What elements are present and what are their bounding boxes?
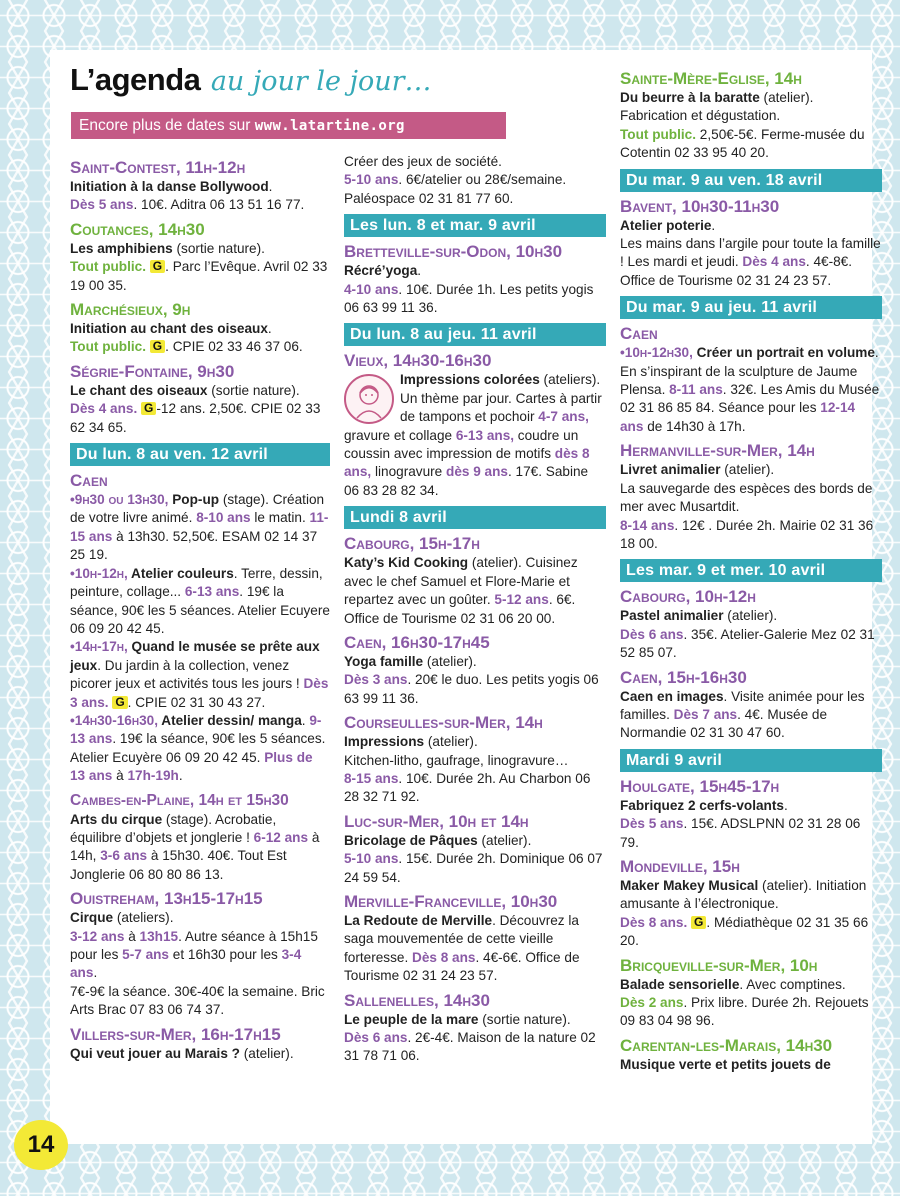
- event-place: Bavent, 10h30-11h30: [620, 196, 780, 216]
- text-span: dès 8 ans,: [344, 446, 590, 480]
- event-text: [620, 976, 882, 1031]
- text-span: Katy’s Kid Cooking: [344, 555, 469, 571]
- text-span: 3-6 ans: [100, 848, 148, 864]
- text-span: 3-12 ans: [70, 928, 125, 944]
- g-badge: G: [150, 260, 165, 273]
- text-span: Dès 4 ans: [742, 254, 806, 270]
- text-span: 5-10 ans: [344, 172, 399, 188]
- page-number: 14: [14, 1120, 68, 1170]
- text-span: . 6€/atelier ou 28€/semaine. Paléospace 02 31 81 77 60.: [344, 172, 567, 206]
- text-span: 8-10 ans: [196, 510, 251, 526]
- event-text: [344, 554, 606, 628]
- date-band: Les lun. 8 et mar. 9 avril: [344, 214, 606, 237]
- event-text: [344, 153, 606, 208]
- promo-url[interactable]: www.latartine.org: [254, 118, 405, 134]
- text-span: 11-15 ans: [70, 510, 329, 544]
- text-span: . Parc l’Evêque. Avril 02 33 19 00 35.: [70, 259, 328, 293]
- text-span: Fabriquez 2 cerfs-volants: [620, 797, 784, 813]
- text-span: . 2€-4€. Maison de la nature 02 31 78 71 06.: [344, 1030, 596, 1064]
- text-span: . 10€. Durée 1h. Les petits yogis 06 63 99 11 36.: [344, 281, 594, 316]
- text-span: Dès 5 ans: [620, 816, 684, 832]
- text-span: 6-12 ans: [253, 829, 309, 845]
- event-place: Caen: [70, 471, 108, 491]
- text-span: . En s’inspirant de la sculpture de Jaume Plensa.: [620, 345, 879, 398]
- text-span: Créer des jeux de société.: [344, 154, 502, 169]
- event-text: [620, 461, 882, 553]
- text-span: .: [417, 263, 422, 279]
- text-span: Du beurre à la baratte: [620, 90, 760, 105]
- text-span: . Prix libre. Durée 2h. Rejouets 09 83 04 98 96.: [620, 995, 869, 1029]
- text-span: Tout public.: [620, 126, 697, 142]
- text-span: 7€-9€ la séance. 30€-40€ la semaine. Bric Arts Brac 07 83 06 74 37.: [70, 983, 325, 1018]
- text-span: . 19€ la séance, 90€ les 5 séances. Atelier Ecuyere 06 09 20 42 45.: [70, 584, 330, 636]
- text-span: . 4€. Musée de Normandie 02 31 30 47 60.: [620, 706, 828, 741]
- event-place: Caen: [620, 324, 658, 344]
- text-span: 13h15: [139, 928, 179, 944]
- text-span: .: [711, 217, 716, 233]
- event-place: Cambes-en-Plaine, 14h et 15h30: [70, 791, 289, 809]
- event-text: [344, 1011, 606, 1066]
- text-span: Les amphibiens: [70, 240, 173, 256]
- text-span: •14h-17h,: [70, 639, 128, 655]
- event-place: Caen, 16h30-17h45: [344, 632, 490, 652]
- text-span: . 4€-6€. Office de Tourisme 02 31 24 23 57.: [344, 949, 580, 984]
- text-span: . Médiathèque 02 31 35 66 20.: [620, 914, 869, 949]
- event-text: [620, 797, 882, 852]
- event-place: Marchésieux, 9h: [70, 300, 191, 320]
- text-span: . 32€. Les Amis du Musée 02 31 86 85 84. Séance pour les: [620, 382, 880, 416]
- event-text: [620, 607, 882, 662]
- event-text: [344, 832, 606, 887]
- event-text: [344, 912, 606, 986]
- text-span: . 6€. Office de Tourisme 02 31 06 20 00.: [344, 592, 576, 626]
- text-span: Dès 5 ans: [70, 197, 134, 213]
- g-badge: G: [141, 402, 156, 415]
- date-band: Du mar. 9 au ven. 18 avril: [620, 169, 882, 192]
- event-place: Bretteville-sur-Odon, 10h30: [344, 242, 563, 262]
- text-span: Dès 6 ans: [620, 626, 684, 642]
- event-place: Vieux, 14h30-16h30: [344, 351, 492, 371]
- text-span: 8-11 ans: [669, 382, 723, 398]
- event-text: [70, 565, 330, 639]
- event-text: [344, 262, 606, 317]
- text-span: . 10€. Aditra 06 13 51 16 77.: [133, 197, 305, 213]
- text-span: de 14h30 à 17h.: [643, 418, 746, 434]
- promo-text: Encore plus de dates sur: [79, 117, 251, 134]
- text-span: . 20€ le duo. Les petits yogis 06 63 99 11 36.: [344, 672, 599, 706]
- event-text: [70, 1045, 330, 1063]
- text-span: 4-7 ans,: [538, 409, 589, 425]
- text-span: gravure et collage: [344, 427, 456, 443]
- text-span: Dès 8 ans.: [620, 914, 688, 930]
- text-span: coudre un coussin avec impression de motifs: [344, 427, 579, 462]
- text-span: Pop-up: [168, 492, 220, 508]
- text-span: . CPIE 02 33 46 37 06.: [165, 339, 303, 355]
- event-text: [620, 217, 882, 291]
- text-span: (sortie nature).: [207, 382, 300, 398]
- text-span: Dès 4 ans.: [70, 401, 138, 417]
- text-span: (atelier).: [720, 462, 775, 478]
- text-span: 4-10 ans: [344, 281, 399, 297]
- text-span: Atelier poterie: [620, 217, 712, 233]
- text-span: (atelier). Initiation amusante à l’électronique.: [620, 877, 867, 912]
- text-span: 12-14 ans: [620, 400, 856, 434]
- text-span: à 13h30. 52,50€. ESAM 02 14 37 25 19.: [70, 528, 318, 563]
- text-span: Musique verte et petits jouets de: [620, 1056, 831, 1072]
- text-span: linogravure: [371, 464, 447, 480]
- text-span: 2,50€-5€. Ferme-musée du Cotentin 02 33 95 40 20.: [620, 126, 865, 161]
- text-span: .: [783, 797, 788, 813]
- text-span: et 16h30 pour les: [169, 947, 282, 962]
- text-span: dès 9 ans: [446, 464, 508, 480]
- text-span: Dès 7 ans: [673, 706, 738, 722]
- event-text: [70, 909, 330, 1019]
- event-place: Courseulles-sur-Mer, 14h: [344, 713, 543, 733]
- text-span: .: [268, 179, 273, 194]
- text-span: (ateliers).: [113, 910, 174, 926]
- event-place: Hermanville-sur-Mer, 14h: [620, 441, 815, 461]
- event-place: Villers-sur-Mer, 16h-17h15: [70, 1024, 281, 1044]
- event-place: Houlgate, 15h45-17h: [620, 776, 780, 796]
- text-span: Dès 3 ans: [344, 672, 408, 688]
- text-span: Caen en images: [620, 688, 724, 704]
- event-text: [344, 653, 606, 708]
- event-text: [344, 733, 606, 807]
- text-span: Initiation au chant des oiseaux: [70, 321, 268, 337]
- text-span: . 10€. Durée 2h. Au Charbon 06 28 32 71 92.: [344, 770, 591, 805]
- event-place: Coutances, 14h30: [70, 219, 205, 239]
- text-span: . 17€. Sabine 06 83 28 82 34.: [344, 464, 589, 498]
- agenda-page: [50, 50, 881, 1144]
- text-span: Cirque: [70, 910, 114, 926]
- title-main: L’agenda: [70, 62, 201, 97]
- event-place: Sainte-Mère-Eglise, 14h: [620, 69, 802, 88]
- text-span: . Autre séance à 15h15 pour les: [70, 928, 318, 962]
- text-span: . 15€. ADSLPNN 02 31 28 06 79.: [620, 816, 861, 850]
- event-text: [620, 877, 882, 951]
- event-place: Bricqueville-sur-Mer, 10h: [620, 955, 818, 975]
- text-span: Tout public.: [70, 259, 147, 275]
- text-span: . 12€ . Durée 2h. Mairie 02 31 36 18 00.: [620, 517, 874, 551]
- text-span: . 19€ la séance, 90€ les 5 séances. Atelier Ecuyère 06 09 20 42 45.: [70, 731, 326, 765]
- event-place: Caen, 15h-16h30: [620, 667, 747, 687]
- date-band: Du mar. 9 au jeu. 11 avril: [620, 296, 882, 319]
- text-span: Tout public.: [70, 339, 147, 355]
- text-span: . 4€-8€. Office de Tourisme 02 31 24 23 57.: [620, 254, 852, 288]
- text-span: (atelier).: [239, 1045, 294, 1061]
- date-band: Du lun. 8 au jeu. 11 avril: [344, 323, 606, 346]
- text-span: -12 ans. 2,50€. CPIE 02 33 62 34 65.: [70, 401, 321, 435]
- date-band: Les mar. 9 et mer. 10 avril: [620, 559, 882, 582]
- text-span: . 15€. Durée 2h. Dominique 06 07 24 59 54.: [344, 851, 603, 885]
- g-badge: G: [150, 340, 165, 353]
- text-span: . 35€. Atelier-Galerie Mez 02 31 52 85 07.: [620, 626, 875, 661]
- text-span: . CPIE 02 31 30 43 27.: [127, 694, 266, 710]
- date-band: Du lun. 8 au ven. 12 avril: [70, 443, 330, 466]
- text-span: à 14h,: [70, 829, 320, 864]
- text-span: Dès 6 ans: [344, 1030, 408, 1045]
- text-span: •14h30-16h30,: [70, 712, 158, 728]
- text-span: . Du jardin à la collection, venez picorer jeux et activités tous les jours !: [70, 657, 304, 692]
- event-place: Cabourg, 10h-12h: [620, 587, 756, 607]
- text-span: Bricolage de Pâques: [344, 832, 478, 848]
- date-band: Lundi 8 avril: [344, 506, 606, 529]
- text-span: 9-13 ans: [70, 712, 322, 747]
- text-span: Balade sensorielle: [620, 976, 740, 992]
- text-span: Dès 8 ans: [412, 949, 476, 965]
- text-span: Le chant des oiseaux: [70, 382, 208, 398]
- text-span: (sortie nature).: [172, 240, 265, 256]
- text-span: . Découvrez la saga mouvementée de cette vieille forteresse.: [344, 912, 579, 965]
- event-place: Sallenelles, 14h30: [344, 990, 490, 1010]
- g-badge: G: [691, 916, 706, 929]
- title-script: au jour le jour…: [210, 66, 432, 97]
- text-span: Récré’yoga: [344, 263, 418, 279]
- event-text: [70, 638, 330, 712]
- event-text: [344, 371, 606, 500]
- text-span: Qui veut jouer au Marais ?: [70, 1045, 240, 1061]
- page-title: [70, 62, 432, 102]
- text-span: 8-15 ans: [344, 770, 399, 786]
- event-text: [620, 688, 882, 743]
- event-place: Cabourg, 15h-17h: [344, 534, 480, 554]
- text-span: 5-10 ans: [344, 851, 399, 867]
- text-span: (atelier).: [723, 608, 778, 624]
- text-span: .: [93, 965, 98, 981]
- g-badge: G: [112, 696, 127, 709]
- text-span: à: [112, 768, 128, 784]
- text-span: (ateliers). Un thème par jour. Cartes à partir de tampons et pochoir: [400, 372, 602, 425]
- text-span: Livret animalier: [620, 462, 721, 478]
- event-place: Ouistreham, 13h15-17h15: [70, 889, 263, 909]
- text-span: (stage). Création de votre livre animé.: [70, 492, 325, 526]
- text-span: Maker Makey Musical: [620, 877, 759, 893]
- text-span: Le peuple de la mare: [344, 1011, 479, 1027]
- text-span: (sortie nature).: [478, 1011, 571, 1027]
- event-text: [620, 1056, 882, 1074]
- text-span: (atelier).: [424, 734, 478, 750]
- event-place: Merville-Franceville, 10h30: [344, 891, 558, 911]
- text-span: le matin.: [250, 510, 310, 526]
- text-span: Plus de 13 ans: [70, 749, 313, 784]
- text-span: Kitchen-litho, gaufrage, linogravure…: [344, 752, 569, 768]
- text-span: .: [301, 712, 310, 728]
- text-span: 17h-19h: [127, 768, 179, 784]
- text-span: •9h30 ou 13h30,: [70, 492, 169, 508]
- promo-banner: [71, 112, 506, 139]
- text-span: . Visite animée pour les familles.: [620, 688, 865, 722]
- event-text: [70, 240, 330, 295]
- text-span: 8-14 ans: [620, 517, 675, 533]
- text-span: La sauvegarde des espèces des bords de mer avec Musartdit.: [620, 480, 873, 515]
- text-span: (atelier). Fabrication et dégustation.: [620, 90, 814, 124]
- text-span: Créer un portrait en volume: [692, 345, 875, 361]
- text-span: (atelier).: [423, 653, 477, 669]
- text-span: (atelier).: [477, 832, 532, 848]
- text-span: . Avec comptines.: [739, 976, 846, 992]
- event-text: [620, 344, 882, 436]
- event-text: [70, 811, 330, 885]
- event-place: Ségrie-Fontaine, 9h30: [70, 361, 235, 381]
- text-span: à: [124, 928, 140, 944]
- text-span: Impressions: [344, 734, 425, 750]
- text-span: 5-12 ans: [494, 592, 549, 608]
- date-band: Mardi 9 avril: [620, 749, 882, 772]
- event-text: [70, 712, 330, 786]
- text-span: Yoga famille: [344, 653, 424, 669]
- text-span: Impressions colorées: [400, 372, 540, 388]
- text-span: Les mains dans l’argile pour toute la famille ! Les mardi et jeudi.: [620, 236, 881, 270]
- text-span: Dès 2 ans: [620, 995, 684, 1010]
- event-place: Carentan-les-Marais, 14h30: [620, 1035, 833, 1055]
- event-place: Luc-sur-Mer, 10h et 14h: [344, 811, 529, 831]
- text-span: Quand le musée se prête aux jeux: [70, 639, 320, 673]
- text-span: (atelier). Cuisinez avec le chef Samuel et Flore-Marie et repartez avec un goûter.: [344, 555, 578, 608]
- text-span: 6-13 ans: [184, 584, 240, 600]
- text-span: •10h-12h,: [70, 565, 128, 581]
- event-place: Saint-Contest, 11h-12h: [70, 158, 246, 177]
- text-span: (stage). Acrobatie, équilibre d’objets et jonglerie !: [70, 811, 277, 845]
- column-2: [344, 153, 606, 1066]
- text-span: Arts du cirque: [70, 811, 163, 827]
- text-span: Dès 3 ans.: [70, 676, 329, 710]
- text-span: Initiation à la danse Bollywood: [70, 179, 269, 194]
- text-span: à 15h30. 40€. Tout Est Jonglerie 06 80 80 86 13.: [70, 848, 287, 882]
- text-span: Atelier couleurs: [127, 565, 234, 581]
- event-text: [70, 491, 330, 565]
- text-span: .: [267, 321, 272, 337]
- text-span: •10h-12h30,: [620, 345, 693, 361]
- event-place: Mondeville, 15h: [620, 856, 740, 876]
- child-illustration-icon: [344, 374, 394, 424]
- column-3: [620, 64, 882, 1074]
- event-text: [620, 89, 882, 163]
- event-text: [70, 178, 330, 215]
- event-text: [70, 382, 330, 437]
- text-span: Atelier dessin/ manga: [158, 712, 302, 728]
- event-text: [70, 320, 330, 357]
- text-span: .: [178, 768, 183, 784]
- text-span: 6-13 ans,: [455, 427, 515, 443]
- text-span: La Redoute de Merville: [344, 912, 493, 928]
- text-span: 5-7 ans: [122, 947, 169, 962]
- column-1: [70, 153, 330, 1063]
- text-span: Pastel animalier: [620, 608, 724, 624]
- text-span: 3-4 ans: [70, 947, 302, 981]
- text-span: . Terre, dessin, peinture, collage...: [70, 565, 323, 600]
